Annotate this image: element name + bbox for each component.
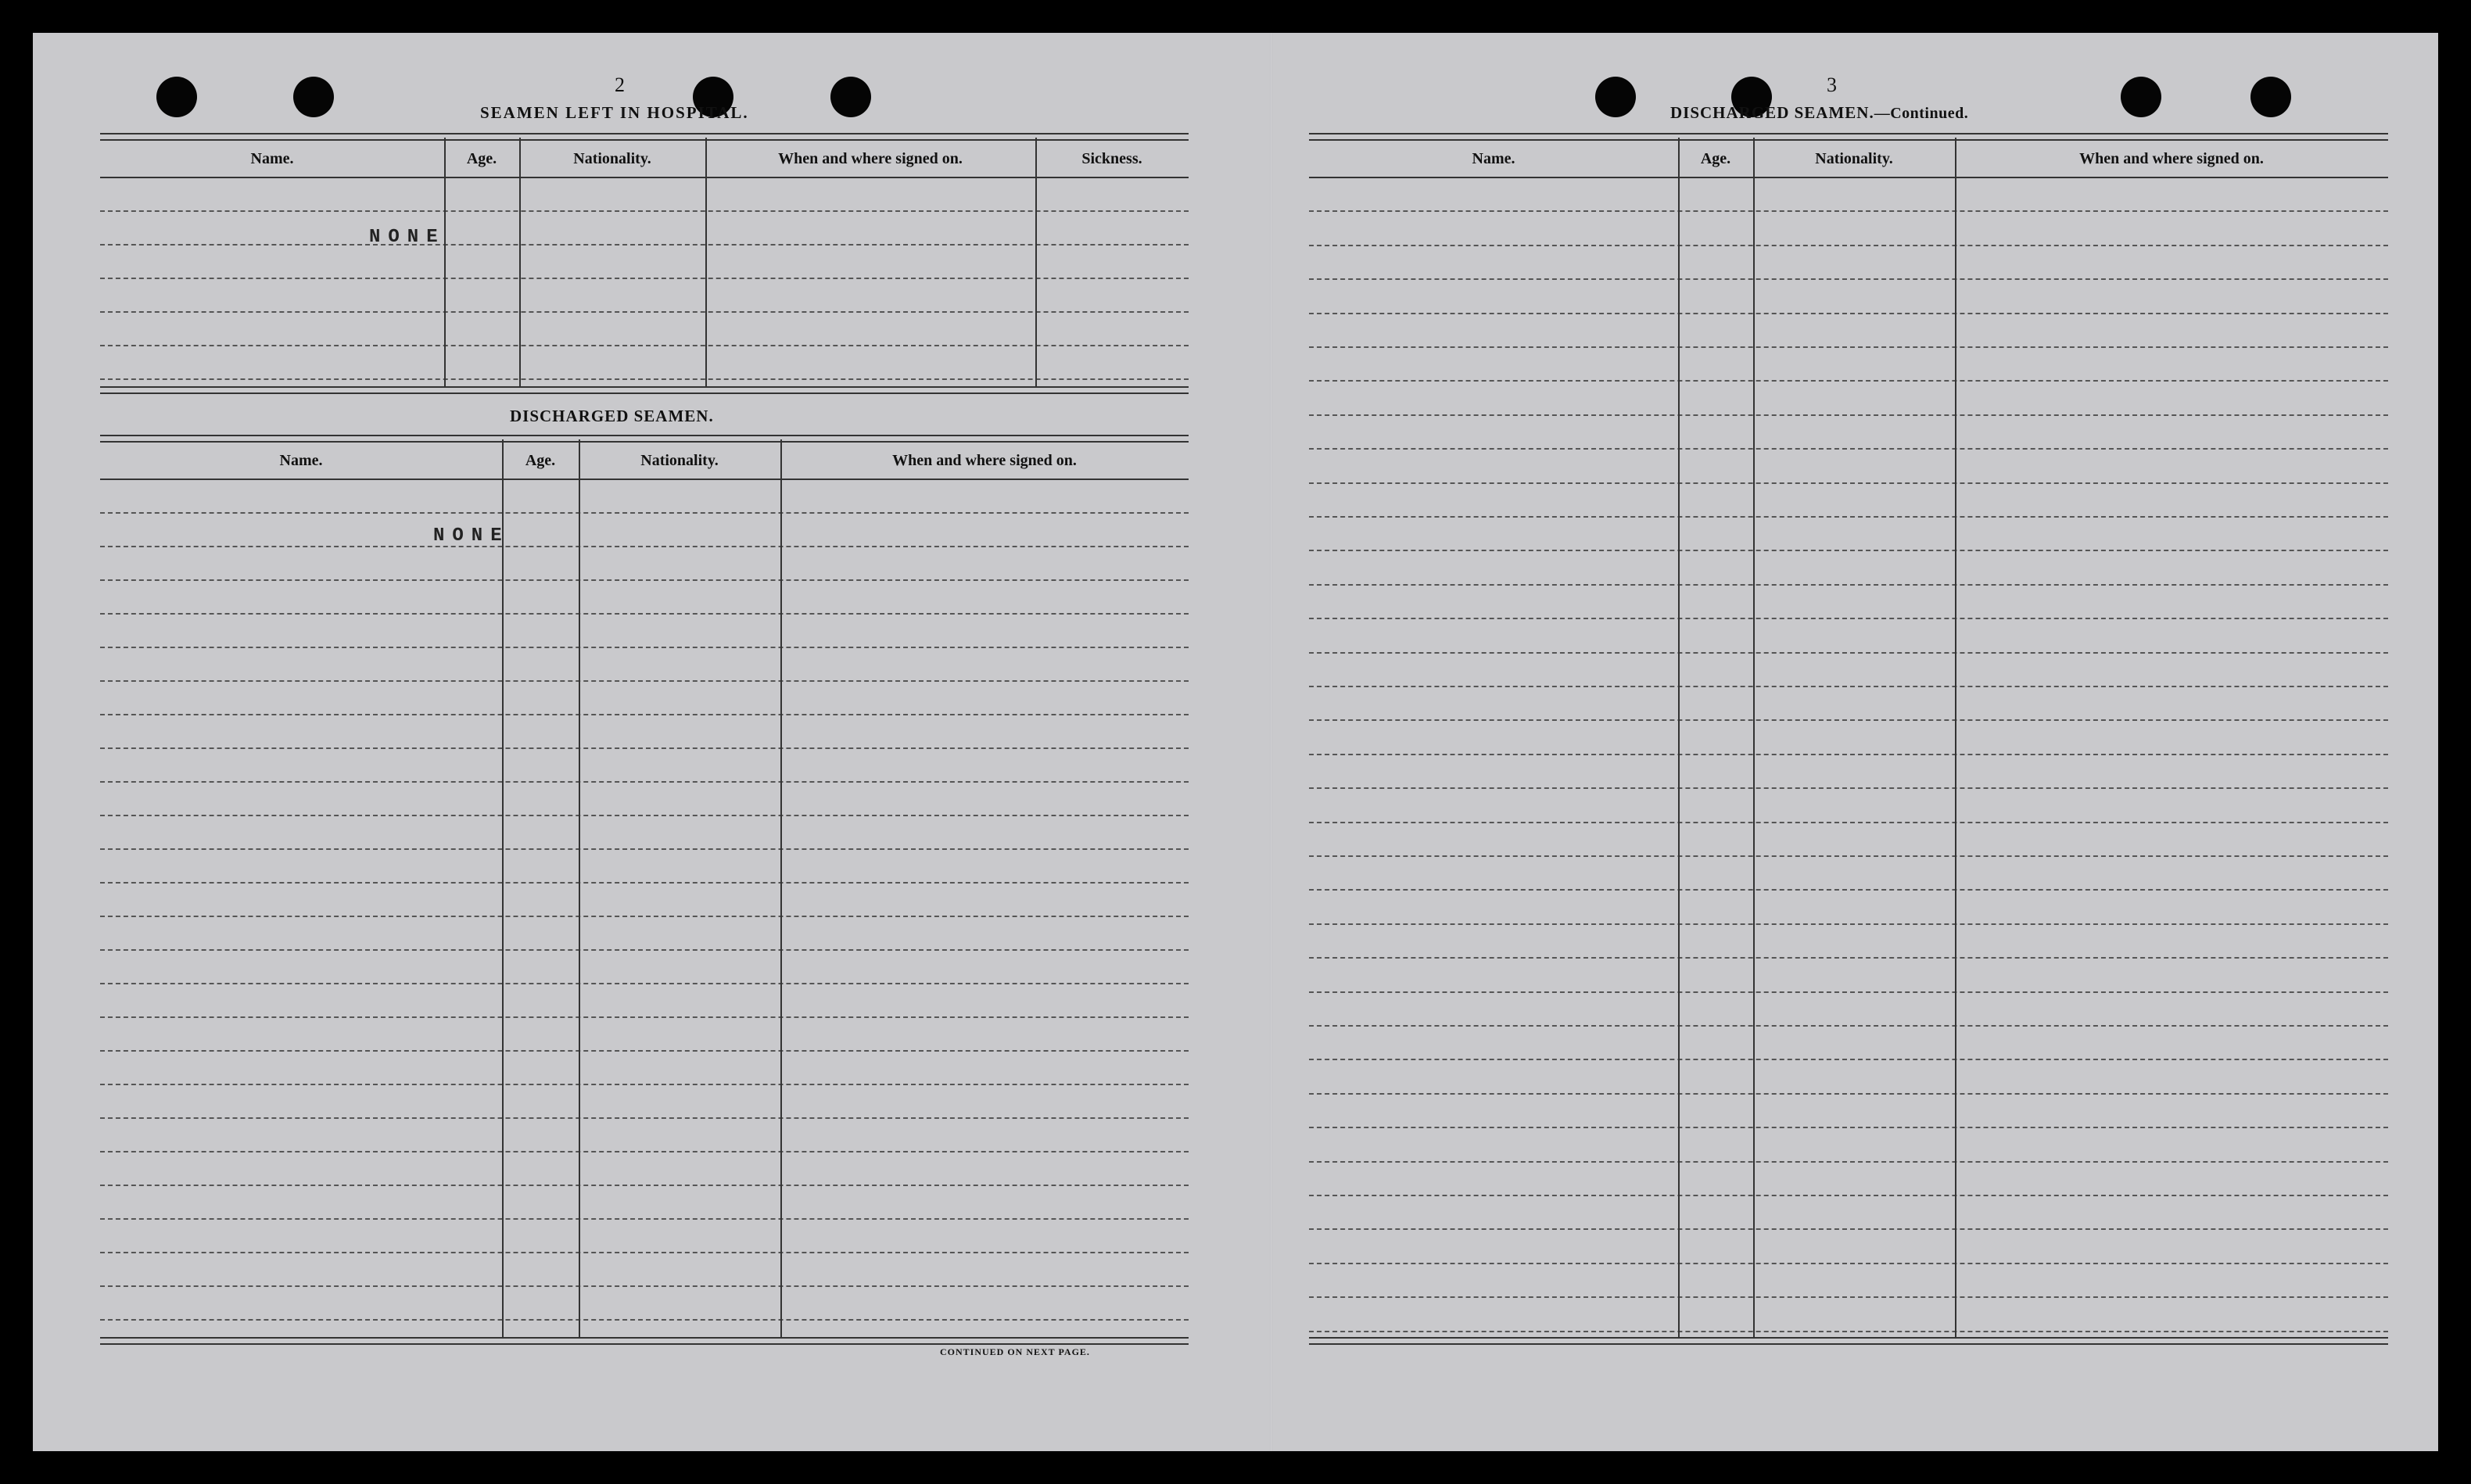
- table-row-line: [1309, 1161, 2388, 1163]
- discharged-section-title: DISCHARGED SEAMEN.: [510, 407, 714, 425]
- continued-section-title: [1670, 103, 1968, 123]
- table-row-line: [1309, 991, 2388, 993]
- table-row-line: [100, 848, 1189, 850]
- table-row-line: [100, 278, 1189, 279]
- table-row-line: [100, 345, 1189, 346]
- column-header: When and where signed on.: [2079, 150, 2264, 167]
- table-top-rule: [100, 133, 1189, 141]
- table-row-line: [100, 916, 1189, 917]
- table-column-divider: [579, 439, 580, 1339]
- table-row-line: [1309, 923, 2388, 925]
- table-row-line: [1309, 584, 2388, 586]
- table-row-line: [100, 747, 1189, 749]
- table-row-line: [100, 1151, 1189, 1152]
- column-header: Sickness.: [1081, 150, 1142, 167]
- table-row-line: [100, 1252, 1189, 1253]
- table-row-line: [1309, 448, 2388, 450]
- table-row-line: [1309, 1093, 2388, 1095]
- table-row-line: [100, 1185, 1189, 1186]
- table-column-divider: [1678, 138, 1680, 1339]
- table-row-line: [100, 613, 1189, 615]
- punch-hole: [1595, 77, 1636, 117]
- column-header: Age.: [1700, 150, 1731, 167]
- table-row-line: [1309, 618, 2388, 619]
- table-row-line: [1309, 1331, 2388, 1332]
- table-row-line: [1309, 822, 2388, 823]
- table-row-line: [100, 210, 1189, 212]
- table-row-line: [1309, 1296, 2388, 1298]
- table-column-divider: [705, 138, 707, 388]
- table-column-divider: [1753, 138, 1755, 1339]
- table-row-line: [1309, 482, 2388, 484]
- punch-hole: [2250, 77, 2291, 117]
- table-row-line: [100, 781, 1189, 783]
- discharged-table: [100, 435, 1189, 1342]
- table-row-line: [1309, 1127, 2388, 1128]
- table-row-line: [100, 1084, 1189, 1085]
- table-row-line: [1309, 1025, 2388, 1027]
- discharged-none-entry: NONE: [433, 525, 510, 547]
- punch-hole: [830, 77, 871, 117]
- table-row-line: [100, 512, 1189, 514]
- table-row-line: [1309, 719, 2388, 721]
- table-row-line: [100, 949, 1189, 951]
- continued-footer: CONTINUED ON NEXT PAGE.: [940, 1346, 1090, 1357]
- table-row-line: [1309, 787, 2388, 789]
- table-row-line: [1309, 1263, 2388, 1264]
- table-column-divider: [444, 138, 446, 388]
- column-header: Nationality.: [1815, 150, 1893, 167]
- table-row-line: [1309, 550, 2388, 551]
- table-row-line: [100, 1016, 1189, 1018]
- table-column-divider: [1955, 138, 1956, 1339]
- hospital-none-entry: NONE: [369, 227, 446, 248]
- table-row-line: [1309, 957, 2388, 959]
- page-number-left: 2: [615, 73, 625, 96]
- table-row-line: [100, 579, 1189, 581]
- table-bottom-rule: [100, 1337, 1189, 1345]
- punch-hole: [156, 77, 197, 117]
- column-header: Name.: [250, 150, 294, 167]
- table-column-divider: [1035, 138, 1037, 388]
- column-header: When and where signed on.: [778, 150, 963, 167]
- column-header: Nationality.: [640, 452, 719, 469]
- table-row-line: [100, 882, 1189, 884]
- table-row-line: [1309, 313, 2388, 314]
- table-row-line: [1309, 414, 2388, 416]
- table-row-line: [1309, 686, 2388, 687]
- table-row-line: [1309, 754, 2388, 755]
- table-row-line: [100, 311, 1189, 313]
- table-row-line: [1309, 652, 2388, 654]
- table-row-line: [100, 1285, 1189, 1287]
- table-top-rule: [1309, 133, 2388, 141]
- table-row-line: [100, 815, 1189, 816]
- continued-section-suffix: —Continued.: [1874, 105, 1969, 122]
- continued-section-title-text: DISCHARGED SEAMEN.: [1670, 103, 1874, 122]
- table-row-line: [100, 1050, 1189, 1052]
- column-header: Name.: [279, 452, 323, 469]
- table-row-line: [100, 714, 1189, 715]
- table-bottom-rule: [1309, 1337, 2388, 1345]
- table-row-line: [100, 1218, 1189, 1220]
- table-row-line: [1309, 210, 2388, 212]
- table-bottom-rule: [100, 386, 1189, 394]
- table-header-rule: [100, 177, 1189, 178]
- hospital-table: [100, 133, 1189, 391]
- table-row-line: [100, 680, 1189, 682]
- discharged-continued-table: [1309, 133, 2388, 1342]
- table-row-line: [1309, 1059, 2388, 1060]
- table-row-line: [100, 378, 1189, 380]
- column-header: Age.: [525, 452, 556, 469]
- table-header-rule: [100, 479, 1189, 480]
- table-column-divider: [502, 439, 504, 1339]
- ledger-sheet: [33, 33, 2438, 1451]
- table-top-rule: [100, 435, 1189, 443]
- punch-hole: [2121, 77, 2161, 117]
- punch-hole: [293, 77, 334, 117]
- table-row-line: [1309, 516, 2388, 518]
- table-header-rule: [1309, 177, 2388, 178]
- table-row-line: [100, 244, 1189, 246]
- column-header: Nationality.: [573, 150, 651, 167]
- table-row-line: [1309, 855, 2388, 857]
- table-row-line: [100, 1117, 1189, 1119]
- table-row-line: [100, 647, 1189, 648]
- table-column-divider: [519, 138, 521, 388]
- table-row-line: [1309, 245, 2388, 246]
- table-row-line: [100, 1319, 1189, 1321]
- table-row-line: [1309, 1195, 2388, 1196]
- table-row-line: [100, 546, 1189, 547]
- table-row-line: [1309, 1228, 2388, 1230]
- table-row-line: [100, 983, 1189, 984]
- column-header: Name.: [1472, 150, 1515, 167]
- table-row-line: [1309, 380, 2388, 382]
- table-column-divider: [780, 439, 782, 1339]
- hospital-section-title: SEAMEN LEFT IN HOSPITAL.: [480, 103, 749, 122]
- page-fold: [1270, 33, 1272, 1451]
- page-number-right: 3: [1827, 73, 1837, 96]
- table-row-line: [1309, 278, 2388, 280]
- column-header: Age.: [466, 150, 497, 167]
- table-row-line: [1309, 889, 2388, 891]
- table-row-line: [1309, 346, 2388, 348]
- column-header: When and where signed on.: [892, 452, 1077, 469]
